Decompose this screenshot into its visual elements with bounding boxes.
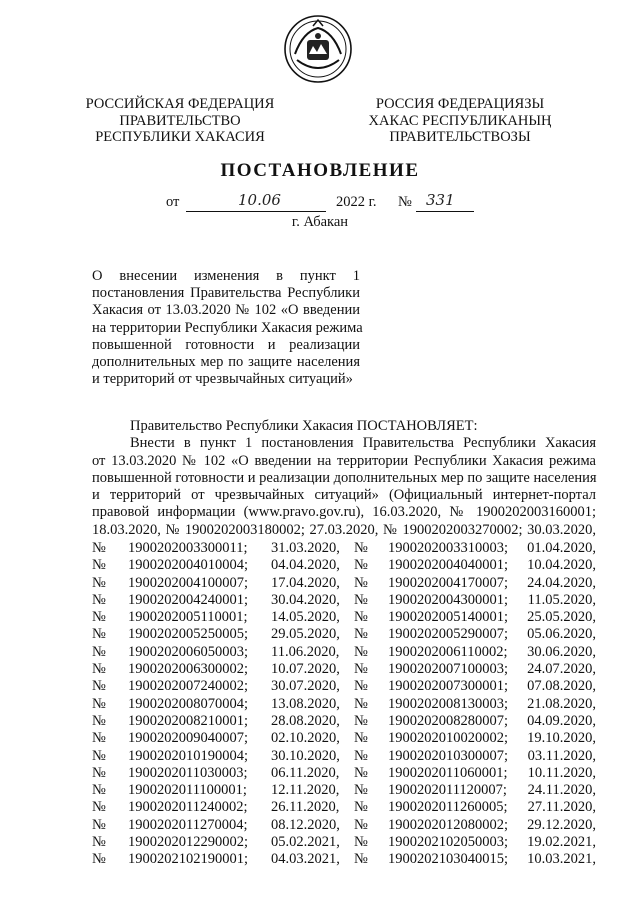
publication-date: 27.11.2020,: [527, 799, 596, 816]
number-sign: №: [354, 574, 368, 591]
publication-date: 29.12.2020,: [527, 816, 596, 833]
publication-date: 30.06.2020,: [527, 643, 596, 660]
registry-row: [92, 765, 596, 782]
registry-number: 1900202006110002;: [388, 643, 508, 660]
registry-number: 1900202003300011;: [128, 540, 248, 556]
publication-date: 10.04.2020,: [527, 557, 596, 574]
number-sign: №: [354, 764, 368, 781]
publication-date: 10.07.2020,: [271, 661, 340, 678]
registry-number: 1900202005110001;: [128, 609, 248, 626]
publication-date: 07.08.2020,: [527, 678, 596, 695]
number-sign: №: [354, 540, 368, 556]
number-sign: №: [354, 695, 368, 712]
publication-date: 06.11.2020,: [271, 764, 340, 781]
registry-number: 1900202006050003;: [128, 643, 249, 660]
publication-date: 26.11.2020,: [271, 799, 340, 816]
publication-date: 21.08.2020,: [527, 695, 596, 712]
registry-number: 1900202007240002;: [128, 678, 249, 695]
number-sign: №: [354, 661, 368, 678]
publication-date: 08.12.2020,: [271, 816, 340, 833]
publication-date: 14.05.2020,: [271, 609, 340, 626]
registry-number: 1900202010020002;: [388, 730, 509, 747]
publication-date: 29.05.2020,: [271, 626, 340, 643]
number-sign: №: [354, 678, 368, 695]
registry-number: 1900202011120007;: [388, 782, 507, 799]
number-sign: №: [354, 782, 368, 799]
number-underline: [416, 191, 474, 212]
number-sign: №: [92, 834, 106, 851]
publication-date: 25.05.2020,: [527, 609, 596, 626]
header-left-line: РЕСПУБЛИКИ ХАКАСИЯ: [95, 129, 265, 145]
registry-number: 1900202011270004;: [128, 816, 248, 833]
coat-of-arms-emblem: [283, 14, 353, 84]
number-sign: №: [92, 851, 106, 868]
registry-number: 1900202004010004;: [128, 557, 249, 574]
number-sign: №: [92, 540, 106, 556]
body-line: от 13.03.2020 № 102 «О введении на территории Республики Хакасия режима: [92, 452, 596, 469]
header-right-line: ПРАВИТЕЛЬСТВОЗЫ: [389, 129, 531, 145]
number-sign: №: [92, 695, 106, 712]
registry-number: 1900202008280007;: [388, 712, 509, 729]
registry-number: 1900202010300007;: [388, 747, 509, 764]
number-handwritten: 331: [426, 191, 455, 209]
date-handwritten: 10.06: [238, 191, 281, 209]
publication-date: 24.11.2020,: [527, 782, 596, 799]
subject-line: и территорий от чрезвычайных ситуаций»: [92, 371, 353, 388]
registry-number: 1900202005250005;: [128, 626, 249, 643]
subject-line: Хакасия от 13.03.2020 № 102 «О введении: [92, 302, 360, 319]
number-sign: №: [92, 661, 106, 678]
publication-date: 13.08.2020,: [271, 695, 340, 712]
registry-number: 1900202004100007;: [128, 574, 249, 591]
publication-date: 17.04.2020,: [271, 574, 340, 591]
registry-number: 1900202012290002;: [128, 834, 249, 851]
number-sign: №: [92, 557, 106, 574]
registry-row: [92, 609, 596, 626]
subject-line: постановления Правительства Республики: [92, 285, 360, 302]
body-line: повышенной готовности и реализации дополнительных мер по защите населения: [92, 469, 597, 486]
number-sign: №: [92, 574, 106, 591]
publication-registry: [92, 540, 596, 869]
number-sign: №: [92, 626, 106, 643]
registry-number: 1900202102190001;: [128, 851, 249, 868]
publication-date: 03.11.2020,: [527, 747, 596, 764]
registry-row: [92, 540, 596, 557]
header-left-line: РОССИЙСКАЯ ФЕДЕРАЦИЯ: [85, 96, 275, 112]
registry-row: [92, 644, 596, 661]
registry-number: 1900202008130003;: [388, 695, 509, 712]
publication-date: 19.02.2021,: [527, 834, 596, 851]
publication-date: 31.03.2020,: [271, 540, 340, 556]
publication-date: 05.02.2021,: [271, 834, 340, 851]
registry-number: 1900202003310003;: [388, 540, 509, 556]
body-line: Внести в пункт 1 постановления Правительства Республики Хакасия: [130, 435, 596, 452]
number-sign: №: [92, 747, 106, 764]
publication-date: 11.06.2020,: [271, 643, 340, 660]
header-right: [355, 96, 565, 146]
publication-date: 12.11.2020,: [271, 782, 340, 799]
year-label: 2022 г.: [336, 194, 377, 210]
registry-number: 1900202011060001;: [388, 764, 508, 781]
publication-date: 24.07.2020,: [527, 661, 596, 678]
registry-number: 1900202004040001;: [388, 557, 509, 574]
number-sign: №: [92, 799, 106, 816]
publication-date: 10.03.2021,: [527, 851, 596, 868]
header-right-line: ХАКАС РЕСПУБЛИКАНЫҢ: [368, 112, 552, 129]
number-sign: №: [354, 816, 368, 833]
registry-row: [92, 817, 596, 834]
number-prefix: №: [398, 194, 412, 210]
publication-date: 28.08.2020,: [271, 712, 340, 729]
registry-number: 1900202102050003;: [388, 834, 509, 851]
registry-row: [92, 557, 596, 574]
number-sign: №: [354, 834, 368, 851]
registry-number: 1900202008210001;: [128, 712, 249, 729]
number-sign: №: [354, 712, 368, 729]
date-underline: [186, 191, 326, 212]
subject-line: на территории Республики Хакасия режима: [92, 319, 363, 336]
number-sign: №: [92, 643, 106, 660]
number-sign: №: [92, 816, 106, 833]
registry-row: [92, 730, 596, 747]
number-sign: №: [354, 851, 368, 868]
number-sign: №: [354, 799, 368, 816]
preamble: Правительство Республики Хакасия ПОСТАНОВЛЯЕТ:: [130, 418, 478, 434]
publication-date: 24.04.2020,: [527, 574, 596, 591]
registry-number: 1900202011030003;: [128, 764, 248, 781]
publication-date: 04.09.2020,: [527, 712, 596, 729]
publication-date: 10.11.2020,: [527, 764, 596, 781]
registry-number: 1900202012080002;: [388, 816, 509, 833]
subject-line: О внесении изменения в пункт 1: [92, 268, 360, 284]
registry-number: 1900202011260005;: [388, 799, 508, 816]
publication-date: 02.10.2020,: [271, 730, 340, 747]
publication-date: 04.04.2020,: [271, 557, 340, 574]
registry-number: 1900202004300001;: [388, 591, 509, 608]
registry-number: 1900202005290007;: [388, 626, 509, 643]
registry-row: [92, 748, 596, 765]
number-sign: №: [92, 730, 106, 747]
registry-row: [92, 678, 596, 695]
registry-row: [92, 782, 596, 799]
number-sign: №: [354, 557, 368, 574]
registry-number: 1900202007300001;: [388, 678, 509, 695]
registry-row: [92, 592, 596, 609]
publication-date: 11.05.2020,: [527, 591, 596, 608]
number-sign: №: [354, 643, 368, 660]
city-label: г. Абакан: [291, 214, 349, 230]
registry-number: 1900202009040007;: [128, 730, 249, 747]
registry-row: [92, 661, 596, 678]
number-sign: №: [92, 782, 106, 799]
publication-date: 30.04.2020,: [271, 591, 340, 608]
registry-number: 1900202103040015;: [388, 851, 509, 868]
registry-number: 1900202004170007;: [388, 574, 509, 591]
number-sign: №: [92, 609, 106, 626]
registry-row: [92, 575, 596, 592]
body-line: 18.03.2020, № 1900202003180002; 27.03.2020, № 1900202003270002; 30.03.2020,: [92, 521, 596, 538]
number-sign: №: [354, 747, 368, 764]
number-sign: №: [354, 626, 368, 643]
publication-date: 04.03.2021,: [271, 851, 340, 868]
publication-date: 01.04.2020,: [527, 540, 596, 556]
registry-number: 1900202004240001;: [128, 591, 249, 608]
publication-date: 19.10.2020,: [527, 730, 596, 747]
registry-row: [92, 713, 596, 730]
publication-date: 05.06.2020,: [527, 626, 596, 643]
document-title: ПОСТАНОВЛЕНИЕ: [220, 160, 420, 181]
number-sign: №: [92, 678, 106, 695]
registry-number: 1900202008070004;: [128, 695, 249, 712]
subject-block: [92, 268, 363, 388]
registry-number: 1900202005140001;: [388, 609, 509, 626]
number-sign: №: [92, 764, 106, 781]
body-line: правовой информации (www.pravo.gov.ru), 16.03.2020, № 1900202003160001;: [92, 504, 596, 521]
header-left-line: ПРАВИТЕЛЬСТВО: [119, 112, 241, 129]
registry-number: 1900202011240002;: [128, 799, 248, 816]
registry-row: [92, 851, 596, 868]
date-prefix: от: [166, 194, 180, 210]
body-text: [92, 418, 596, 539]
body-line: и территорий от чрезвычайных ситуаций» (Официальный интернет-портал: [92, 487, 596, 504]
registry-row: [92, 626, 596, 643]
registry-number: 1900202007100003;: [388, 661, 509, 678]
registry-row: [92, 799, 596, 816]
header-left: [80, 96, 280, 146]
subject-line: дополнительных мер по защите населения: [92, 354, 360, 371]
registry-row: [92, 834, 596, 851]
number-sign: №: [354, 591, 368, 608]
registry-number: 1900202010190004;: [128, 747, 249, 764]
registry-number: 1900202011100001;: [128, 782, 247, 799]
registry-row: [92, 696, 596, 713]
publication-date: 30.07.2020,: [271, 678, 340, 695]
number-sign: №: [92, 591, 106, 608]
header-right-line: РОССИЯ ФЕДЕРАЦИЯЗЫ: [375, 96, 545, 112]
number-sign: №: [354, 609, 368, 626]
registry-number: 1900202006300002;: [128, 661, 249, 678]
number-sign: №: [92, 712, 106, 729]
number-sign: №: [354, 730, 368, 747]
subject-line: повышенной готовности и реализации: [92, 336, 360, 353]
publication-date: 30.10.2020,: [271, 747, 340, 764]
date-number-line: [166, 191, 486, 216]
